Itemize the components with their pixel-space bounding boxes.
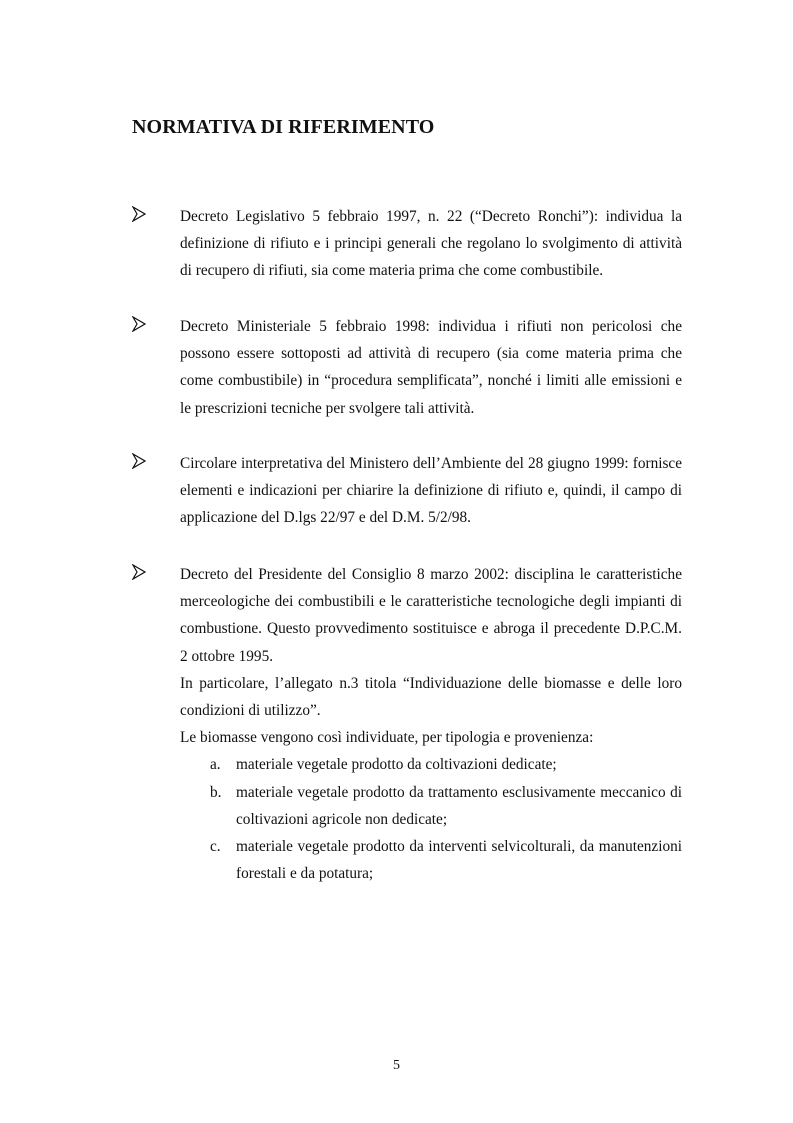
paragraph: Le biomasse vengono così individuate, per tipologia e provenienza: bbox=[180, 729, 594, 747]
sub-list-marker: a. bbox=[210, 756, 221, 774]
list-item bbox=[132, 561, 682, 887]
sub-list-marker: b. bbox=[210, 783, 222, 801]
sub-list-item bbox=[180, 751, 682, 778]
arrowhead-bullet-icon bbox=[132, 453, 146, 469]
list-item-text: Decreto Legislativo 5 febbraio 1997, n. 22 (“Decreto Ronchi”): individua la definizione di rifiuto e i principi generali che regolano lo svolgimento di attività di recupero di rifiuti, sia come materia prima che come combustibile. bbox=[180, 208, 682, 280]
sub-list-text: materiale vegetale prodotto da trattamento esclusivamente meccanico di coltivazioni agricole non dedicate; bbox=[236, 783, 682, 828]
page-number: 5 bbox=[393, 1058, 400, 1073]
sub-list-item bbox=[180, 779, 682, 833]
list-item bbox=[132, 203, 682, 285]
sub-list-text: materiale vegetale prodotto da coltivazioni dedicate; bbox=[236, 756, 557, 774]
sub-list-marker: c. bbox=[210, 838, 221, 856]
list-item-text: Circolare interpretativa del Ministero dell’Ambiente del 28 giugno 1999: fornisce elementi e indicazioni per chiarire la definizione di rifiuto e, quindi, il campo di applicazione del D.lgs 22/97 e del D.M. 5/2/98. bbox=[180, 455, 682, 527]
list-item bbox=[132, 313, 682, 422]
sub-list-item bbox=[180, 833, 682, 887]
page-title: NORMATIVA DI RIFERIMENTO bbox=[132, 116, 435, 138]
paragraph: In particolare, l’allegato n.3 titola “Individuazione delle biomasse e delle loro condizioni di utilizzo”. bbox=[180, 674, 682, 720]
arrowhead-bullet-icon bbox=[132, 564, 146, 580]
sub-list bbox=[180, 751, 682, 887]
arrowhead-bullet-icon bbox=[132, 316, 146, 332]
list-item bbox=[132, 450, 682, 532]
paragraph: Decreto del Presidente del Consiglio 8 marzo 2002: disciplina le caratteristiche merceologiche dei combustibili e le caratteristiche tecnologiche degli impianti di combustione. Questo provvedimento sostituisce e abroga il precedente D.P.C.M. 2 ottobre 1995. bbox=[180, 566, 682, 665]
arrowhead-bullet-icon bbox=[132, 206, 146, 222]
list-item-text bbox=[180, 561, 682, 887]
sub-list-text: materiale vegetale prodotto da interventi selvicolturali, da manutenzioni forestali e da potatura; bbox=[236, 838, 682, 883]
list-item-text: Decreto Ministeriale 5 febbraio 1998: individua i rifiuti non pericolosi che possono essere sottoposti ad attività di recupero (sia come materia prima che come combustibile) in “procedura semplificata”, nonché i limiti alle emissioni e le prescrizioni tecniche per svolgere tali attività. bbox=[180, 318, 682, 417]
